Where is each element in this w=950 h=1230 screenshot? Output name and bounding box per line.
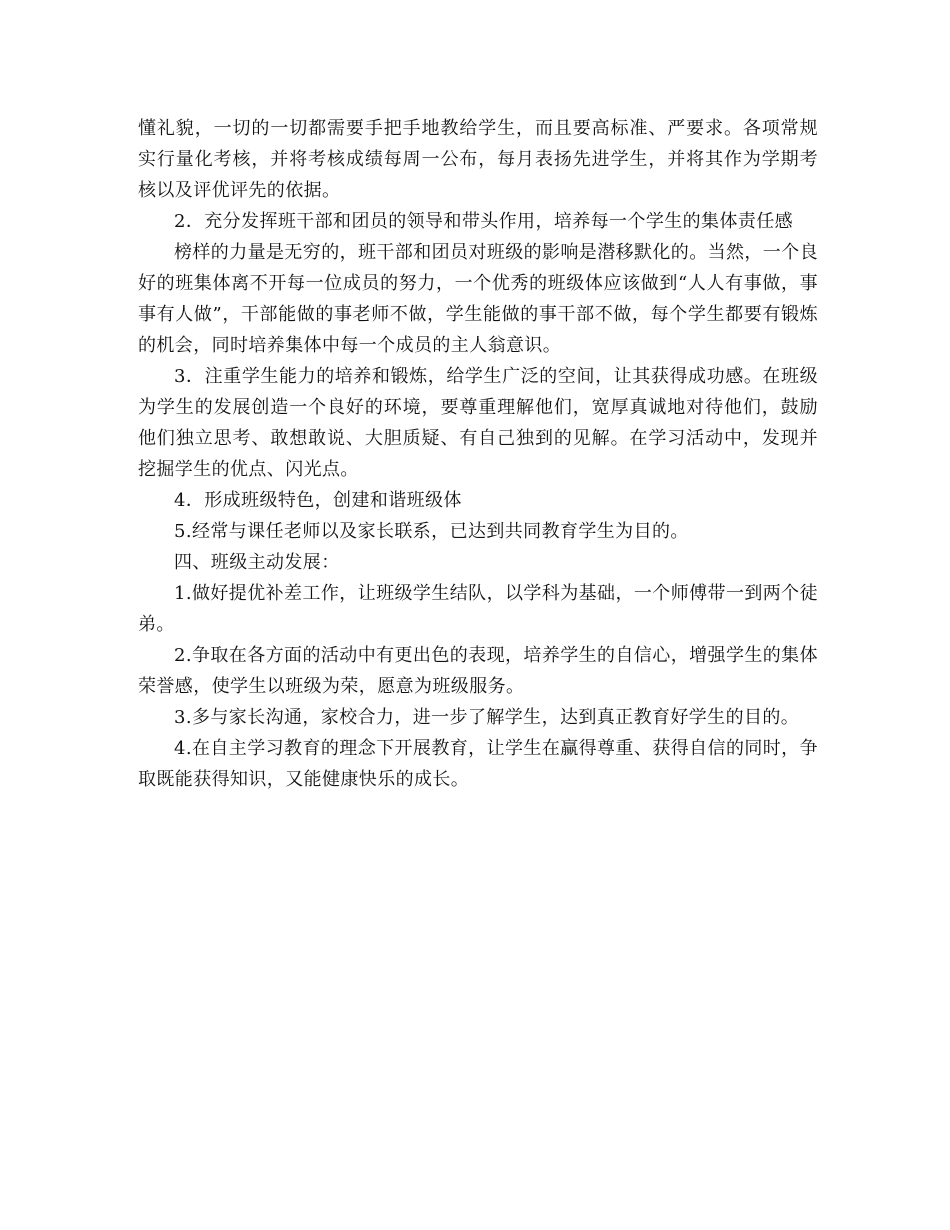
paragraph-development-3: 3.多与家长沟通，家校合力，进一步了解学生，达到真正教育好学生的目的。 bbox=[174, 707, 800, 728]
paragraph-item-5: 5.经常与课任老师以及家长联系，已达到共同教育学生为目的。 bbox=[174, 521, 689, 542]
paragraph-item-2-heading: 2．充分发挥班干部和团员的领导和带头作用，培养每一个学生的集体责任感 bbox=[174, 211, 794, 232]
paragraph-item-3: 3．注重学生能力的培养和锻炼，给学生广泛的空间，让其获得成功感。在班级为学生的发展创造一个良好的环境，要尊重理解他们，宽厚真诚地对待他们，鼓励他们独立思考、敢想敢说、大胆质疑、有自己独到的见解。在学习活动中，发现并挖掘学生的优点、闪光点。 bbox=[138, 366, 818, 480]
paragraph-role-model: 榜样的力量是无穷的，班干部和团员对班级的影响是潜移默化的。当然，一个良好的班集体离不开每一位成员的努力，一个优秀的班级体应该做到“人人有事做，事事有人做”，干部能做的事老师不做，学生能做的事干部不做，每个学生都要有锻炼的机会，同时培养集体中每一个成员的主人翁意识。 bbox=[138, 242, 818, 356]
paragraph-development-4: 4.在自主学习教育的理念下开展教育，让学生在赢得尊重、获得自信的同时，争取既能获得知识，又能健康快乐的成长。 bbox=[138, 738, 818, 790]
paragraph-continuation: 懂礼貌，一切的一切都需要手把手地教给学生，而且要高标准、严要求。各项常规实行量化考核，并将考核成绩每周一公布，每月表扬先进学生，并将其作为学期考核以及评优评先的依据。 bbox=[138, 118, 818, 201]
paragraph-development-2: 2.争取在各方面的活动中有更出色的表现，培养学生的自信心，增强学生的集体荣誉感，使学生以班级为荣，愿意为班级服务。 bbox=[138, 645, 818, 697]
section-heading-class-development: 四、班级主动发展： bbox=[174, 552, 340, 573]
document-body bbox=[138, 113, 818, 795]
paragraph-item-4: 4．形成班级特色，创建和谐班级体 bbox=[174, 490, 462, 511]
paragraph-development-1: 1.做好提优补差工作，让班级学生结队，以学科为基础，一个师傅带一到两个徒弟。 bbox=[138, 583, 818, 635]
